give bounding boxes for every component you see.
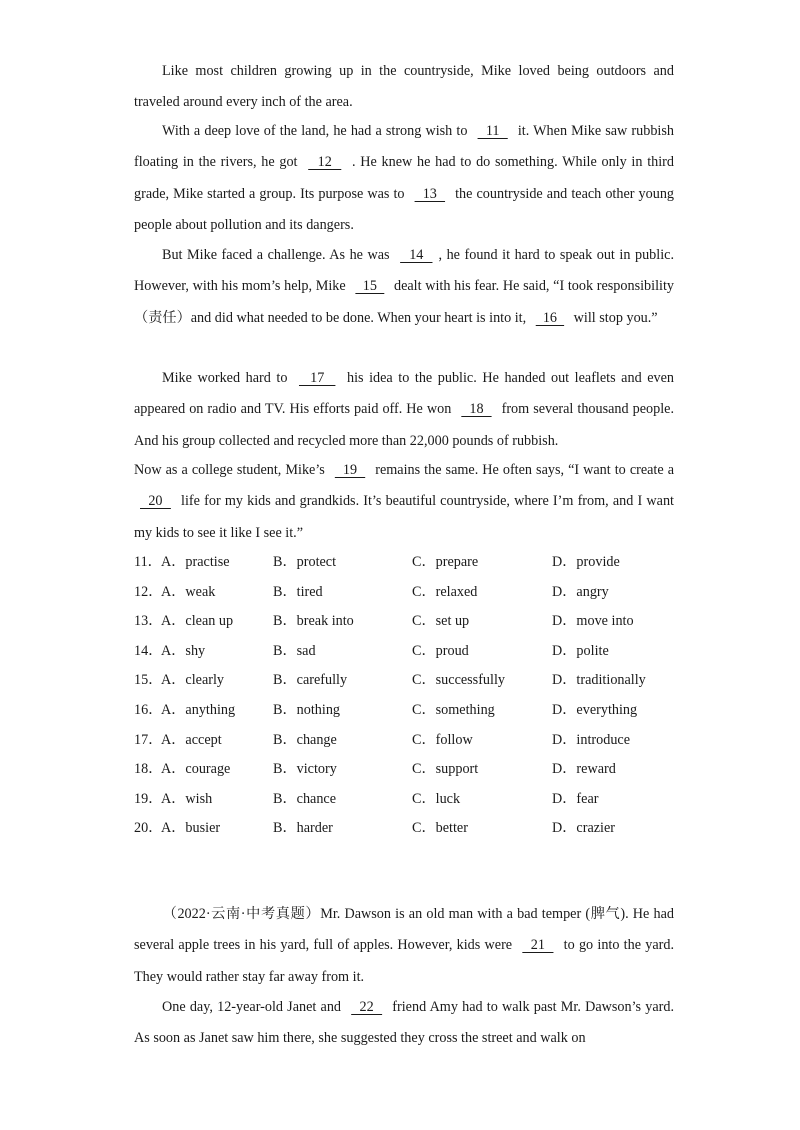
option-a: A．courage — [161, 761, 231, 778]
passage1-paragraph-2 — [134, 116, 674, 241]
option-b: B．victory — [273, 761, 337, 778]
passage-text: （2022·云南·中考真题）Mr. Dawson is an old man with a bad temper (脾气). He had several apple trees in his yard, full of apples. However, kids were — [134, 906, 674, 954]
passage-text: will stop you.” — [570, 309, 658, 326]
option-b: B．carefully — [273, 672, 348, 689]
question-number: 20． — [134, 820, 163, 837]
option-a: A．wish — [161, 790, 213, 807]
option-a: A．shy — [161, 642, 206, 659]
passage-text: dealt with his fear. He said, “I took responsibility（责任）and did what needed to be done. When your heart is into it, — [134, 278, 674, 326]
passage-text: from several thousand people. And his group collected and recycled more than 22,000 pounds of rubbish. — [134, 401, 674, 449]
blank-20: 20 — [140, 493, 171, 510]
passage1-paragraph-1 — [134, 56, 674, 119]
option-b: B．protect — [273, 554, 337, 570]
option-c: C．successfully — [412, 672, 505, 689]
option-c: C．something — [412, 701, 495, 718]
option-c: C．support — [412, 761, 479, 778]
question-number: 13． — [134, 613, 163, 630]
blank-22: 22 — [351, 999, 383, 1015]
option-d: D．reward — [552, 761, 616, 778]
passage-text: , he found it hard to speak out in public. However, with his mom’s help, Mike — [134, 247, 674, 295]
blank-15: 15 — [355, 278, 385, 295]
option-b: B．break into — [273, 613, 354, 630]
blank-14: 14 — [400, 247, 433, 263]
option-c: C．luck — [412, 790, 461, 807]
option-b: B．chance — [273, 790, 337, 807]
question-number: 11． — [134, 554, 162, 570]
option-row-15 — [134, 666, 674, 696]
passage1-paragraph-3 — [134, 240, 674, 334]
option-c: C．proud — [412, 642, 469, 659]
passage-text: remains the same. He often says, “I want to create a — [371, 462, 675, 478]
blank-17: 17 — [298, 370, 336, 386]
option-row-12 — [134, 578, 674, 608]
option-d: D．traditionally — [552, 672, 646, 689]
option-b: B．tired — [273, 583, 323, 600]
question-number: 16． — [134, 701, 163, 718]
passage-text: . He knew he had to do something. While only in third grade, Mike started a group. Its purpose was to — [134, 154, 674, 202]
option-c: C．follow — [412, 731, 473, 748]
blank-12: 12 — [308, 154, 342, 171]
option-row-19 — [134, 785, 674, 815]
passage-text: to go into the yard. They would rather stay far away from it. — [134, 937, 675, 985]
option-d: D．provide — [552, 554, 620, 570]
blank-11: 11 — [477, 123, 508, 139]
passage-text: it. When Mike saw rubbish floating in the rivers, he got — [134, 123, 674, 171]
option-a: A．clearly — [161, 672, 225, 689]
passage1-paragraph-5 — [134, 455, 674, 549]
option-row-17 — [134, 726, 674, 756]
option-row-11 — [134, 548, 674, 578]
blank-18: 18 — [461, 401, 492, 418]
option-d: D．fear — [552, 790, 599, 807]
passage-text: the countryside and teach other young people about pollution and its dangers. — [134, 185, 675, 233]
passage2-paragraph-2 — [134, 992, 674, 1055]
option-a: A．clean up — [161, 613, 234, 630]
passage1-paragraph-4 — [134, 363, 674, 457]
blank-19: 19 — [334, 462, 366, 478]
passage-text: friend Amy had to walk past Mr. Dawson’s yard. As soon as Janet saw him there, she suggested they cross the street and walk on — [134, 999, 674, 1047]
option-b: B．change — [273, 731, 337, 748]
blank-13: 13 — [414, 185, 446, 202]
option-row-18 — [134, 755, 674, 785]
option-d: D．everything — [552, 701, 638, 718]
options-list — [134, 548, 674, 844]
option-d: D．crazier — [552, 820, 616, 837]
question-number: 18． — [134, 761, 163, 778]
passage-text: his idea to the public. He handed out leaflets and even appeared on radio and TV. His efforts paid off. He won — [134, 370, 675, 418]
option-d: D．angry — [552, 583, 609, 600]
question-number: 14． — [134, 642, 163, 659]
option-row-14 — [134, 637, 674, 667]
option-a: A．accept — [161, 731, 222, 748]
question-number: 19． — [134, 790, 163, 807]
option-a: A．busier — [161, 820, 221, 837]
blank-21: 21 — [522, 937, 554, 954]
option-c: C．better — [412, 820, 468, 837]
option-c: C．relaxed — [412, 583, 478, 600]
passage-text: But Mike faced a challenge. As he was — [162, 247, 395, 263]
option-d: D．move into — [552, 613, 634, 630]
question-number: 12． — [134, 583, 163, 600]
passage-text: One day, 12-year-old Janet and — [162, 999, 346, 1015]
passage-text: Now as a college student, Mike’s — [134, 462, 329, 478]
option-b: B．sad — [273, 642, 316, 659]
passage2-paragraph-1 — [134, 899, 674, 993]
question-number: 17． — [134, 731, 163, 748]
option-b: B．harder — [273, 820, 333, 837]
option-c: C．set up — [412, 613, 470, 630]
passage-text: With a deep love of the land, he had a strong wish to — [162, 123, 472, 139]
option-a: A．weak — [161, 583, 216, 600]
option-row-16 — [134, 696, 674, 726]
option-d: D．introduce — [552, 731, 631, 748]
passage-text: life for my kids and grandkids. It’s beautiful countryside, where I’m from, and I want my kids to see it like I see it.” — [134, 493, 675, 541]
option-c: C．prepare — [412, 554, 479, 570]
option-row-20 — [134, 814, 674, 844]
option-b: B．nothing — [273, 701, 341, 718]
blank-16: 16 — [535, 309, 565, 326]
option-a: A．practise — [161, 554, 230, 570]
option-a: A．anything — [161, 701, 236, 718]
option-d: D．polite — [552, 642, 609, 659]
passage-text: Like most children growing up in the countryside, Mike loved being outdoors and traveled around every inch of the area. — [134, 63, 674, 111]
option-row-13 — [134, 607, 674, 637]
passage-text: Mike worked hard to — [162, 370, 293, 386]
question-number: 15． — [134, 672, 163, 689]
